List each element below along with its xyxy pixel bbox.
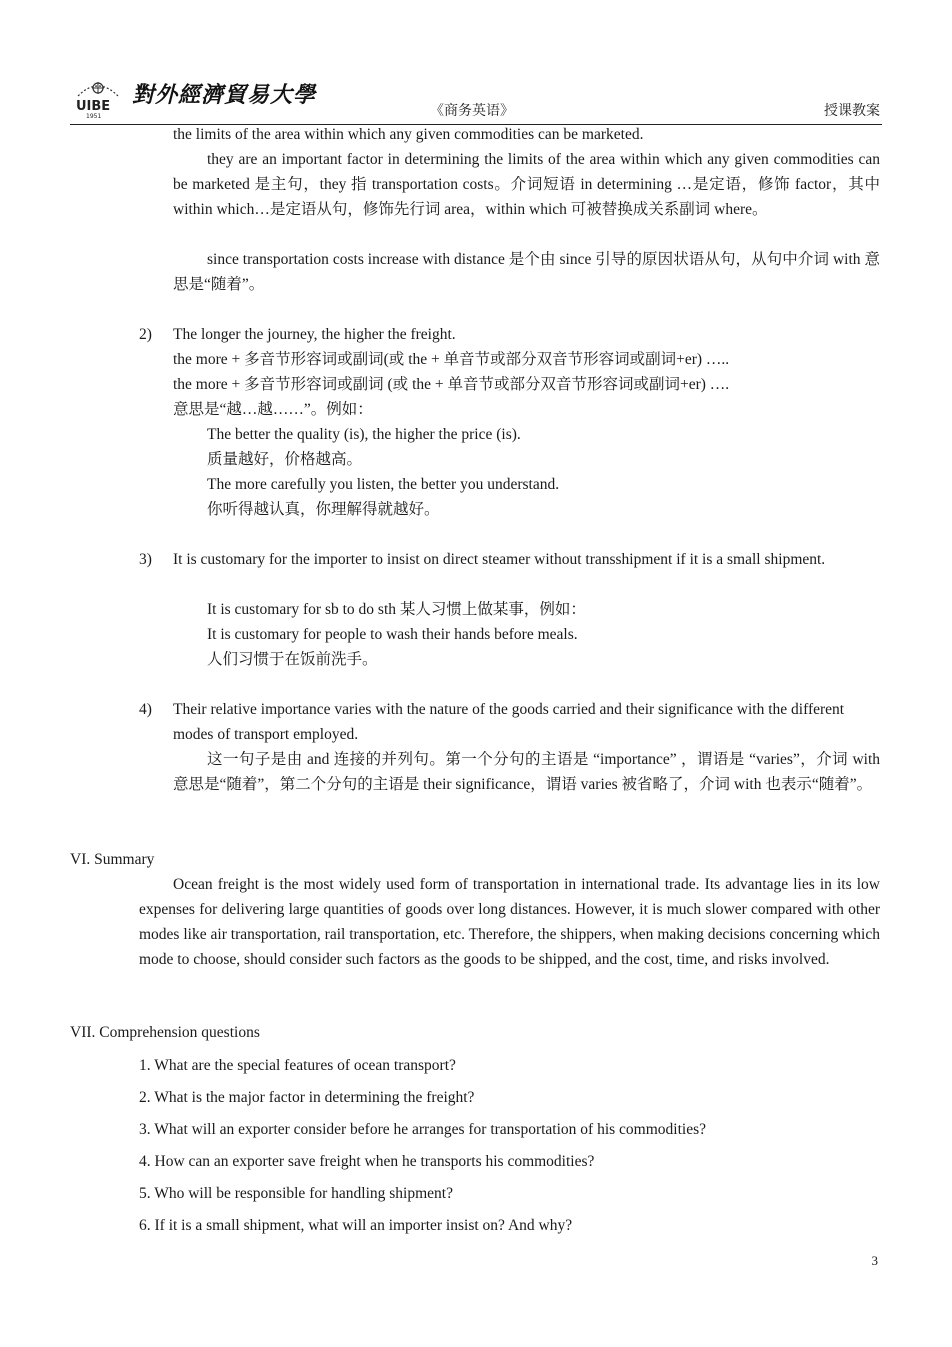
intro-paragraph-1: they are an important factor in determining the limits of the area within which any given commodities can be marketed 是主句，they 指 transportation costs。介词短语 in determining …是定语，修饰 factor，其中 within which…是定语从句，修饰先行词 area，within which 可被替换成关系副词 where。 xyxy=(173,151,880,218)
question-item: 5. Who will be responsible for handling shipment? xyxy=(139,1185,453,1202)
item2-rule-1: the more + 多音节形容词或副词(或 the + 单音节或部分双音节形容词或副词+er) ….. xyxy=(173,351,730,368)
page-header xyxy=(70,74,882,125)
summary-text: Ocean freight is the most widely used form of transportation in international trade. Its advantage lies in its low expenses for delivering large quantities of goods over long distances. However, it is much slower compared with other modes like air transportation, rail transportation, etc. Therefore, the shippers, when making decisions concerning which mode to choose, should consider such factors as the goods to be shipped, and the cost, time, and risks involved. xyxy=(139,876,880,968)
item2-example-2-en: The more carefully you listen, the better you understand. xyxy=(207,476,560,493)
university-logo xyxy=(70,74,126,120)
item2-sentence: The longer the journey, the higher the freight. xyxy=(173,326,456,343)
question-item: 1. What are the special features of ocean transport? xyxy=(139,1057,456,1074)
item-number: 3) xyxy=(139,551,152,568)
document-type: 授课教案 xyxy=(824,104,880,119)
item2-rule-2: the more + 多音节形容词或副词 (或 the + 单音节或部分双音节形容词或副词+er) …. xyxy=(173,376,730,393)
item4-sentence: Their relative importance varies with the nature of the goods carried and their significance with the different modes of transport employed. xyxy=(173,701,845,743)
item2-meaning: 意思是“越…越……”。例如： xyxy=(173,401,373,418)
school-name: 對外經濟貿易大學 xyxy=(132,83,317,108)
item3-rule: It is customary for sb to do sth 某人习惯上做某事，例如： xyxy=(207,601,586,618)
item-number: 4) xyxy=(139,701,152,718)
questions-heading: VII. Comprehension questions xyxy=(70,1024,260,1041)
question-item: 6. If it is a small shipment, what will an importer insist on? And why? xyxy=(139,1217,573,1234)
question-item: 4. How can an exporter save freight when he transports his commodities? xyxy=(139,1153,595,1170)
svg-text:UIBE: UIBE xyxy=(76,99,111,114)
item3-sentence: It is customary for the importer to insist on direct steamer without transshipment if it is a small shipment. xyxy=(173,551,826,568)
intro-line: the limits of the area within which any given commodities can be marketed. xyxy=(173,126,644,143)
item3-example-zh: 人们习惯于在饭前洗手。 xyxy=(207,651,378,668)
item4-explanation: 这一句子是由 and 连接的并列句。第一个分句的主语是 “importance” ，谓语是 “varies”，介词 with 意思是“随着”，第二个分句的主语是 their significance，谓语 varies 被省略了，介词 with 也表示“随着”。 xyxy=(173,751,880,793)
item2-example-2-zh: 你听得越认真，你理解得就越好。 xyxy=(207,501,440,518)
item-number: 2) xyxy=(139,326,152,343)
item2-example-1-zh: 质量越好，价格越高。 xyxy=(207,451,363,468)
course-title: 《商务英语》 xyxy=(430,104,514,119)
intro-paragraph-2: since transportation costs increase with distance 是个由 since 引导的原因状语从句，从句中介词 with 意思是“随着”。 xyxy=(173,251,880,293)
summary-heading: VI. Summary xyxy=(70,851,155,868)
question-item: 2. What is the major factor in determining the freight? xyxy=(139,1089,475,1106)
item2-example-1-en: The better the quality (is), the higher the price (is). xyxy=(207,426,521,443)
page-number: 3 xyxy=(871,1253,878,1268)
item3-example-en: It is customary for people to wash their hands before meals. xyxy=(207,626,578,643)
svg-text:1951: 1951 xyxy=(86,113,102,120)
question-item: 3. What will an exporter consider before he arranges for transportation of his commodities? xyxy=(139,1121,706,1138)
